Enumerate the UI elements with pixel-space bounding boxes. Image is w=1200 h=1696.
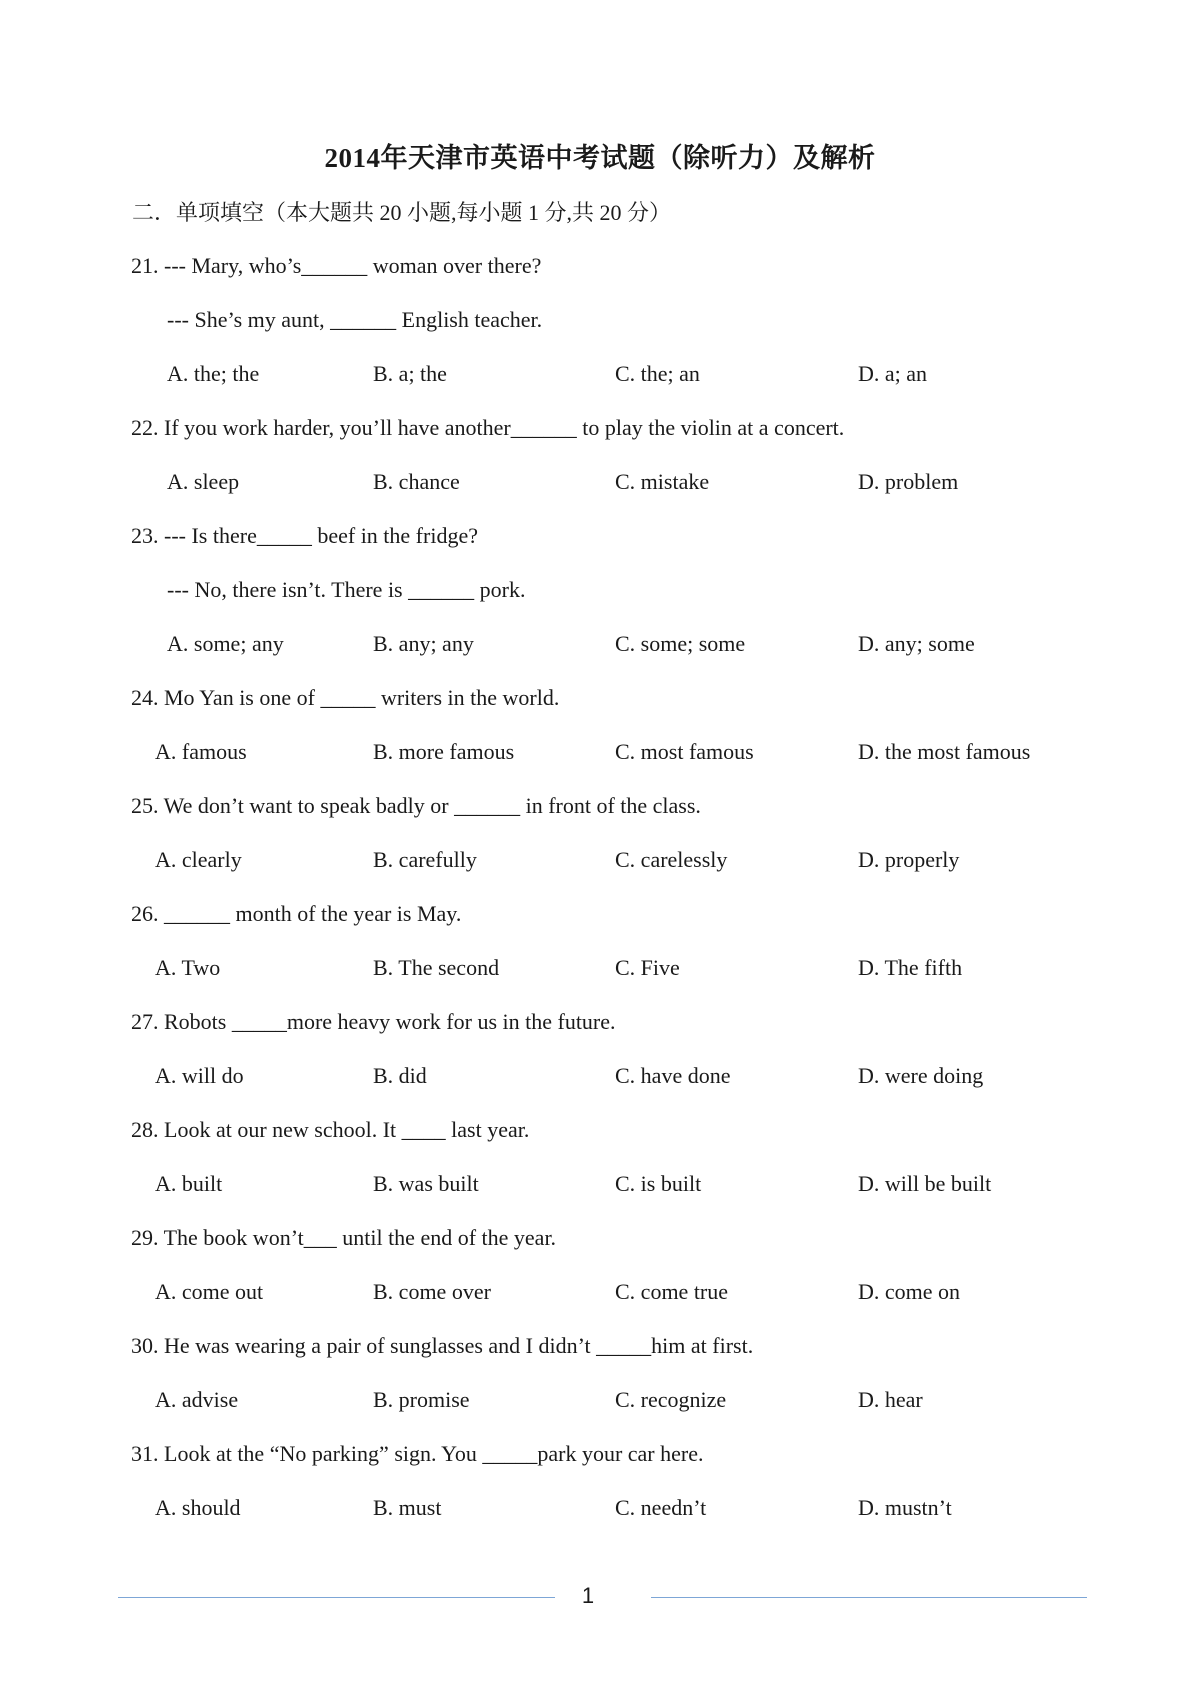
question-25-option-c: C. carelessly <box>615 847 728 872</box>
question-21-option-a: A. the; the <box>167 361 260 386</box>
question-28-option-b: B. was built <box>373 1171 479 1196</box>
question-28-option-a: A. built <box>155 1171 223 1196</box>
question-29-option-d: D. come on <box>858 1279 961 1304</box>
question-30-option-d: D. hear <box>858 1387 923 1412</box>
section-heading: 二．单项填空（本大题共 20 小题,每小题 1 分,共 20 分） <box>132 200 672 225</box>
question-26-option-d: D. The fifth <box>858 955 963 980</box>
question-21-option-b: B. a; the <box>373 361 447 386</box>
question-21-option-c: C. the; an <box>615 361 700 386</box>
question-24-option-a: A. famous <box>155 739 247 764</box>
question-24-option-b: B. more famous <box>373 739 515 764</box>
question-28-option-c: C. is built <box>615 1171 702 1196</box>
question-23-line-2: --- No, there isn’t. There is ______ pork. <box>167 577 526 602</box>
question-21-option-d: D. a; an <box>858 361 928 386</box>
question-22-option-a: A. sleep <box>167 469 240 494</box>
question-24-option-d: D. the most famous <box>858 739 1031 764</box>
question-30-option-a: A. advise <box>155 1387 239 1412</box>
question-24-line-1: 24. Mo Yan is one of _____ writers in the world. <box>131 685 560 710</box>
question-27-line-1: 27. Robots _____more heavy work for us in the future. <box>131 1009 616 1034</box>
question-22-option-c: C. mistake <box>615 469 710 494</box>
question-25-option-b: B. carefully <box>373 847 477 872</box>
document-title: 2014年天津市英语中考试题（除听力）及解析 <box>324 143 876 173</box>
footer-rule-right <box>651 1597 1087 1598</box>
question-23-option-b: B. any; any <box>373 631 474 656</box>
question-27-option-a: A. will do <box>155 1063 244 1088</box>
question-29-line-1: 29. The book won’t___ until the end of the year. <box>131 1225 557 1250</box>
question-31-option-a: A. should <box>155 1495 241 1520</box>
question-26-option-a: A. Two <box>155 955 221 980</box>
question-27-option-c: C. have done <box>615 1063 731 1088</box>
question-30-option-b: B. promise <box>373 1387 470 1412</box>
question-31-option-c: C. needn’t <box>615 1495 707 1520</box>
question-31-option-d: D. mustn’t <box>858 1495 952 1520</box>
question-27-option-d: D. were doing <box>858 1063 984 1088</box>
question-27-option-b: B. did <box>373 1063 427 1088</box>
page-number: 1 <box>581 1583 595 1608</box>
question-23-option-d: D. any; some <box>858 631 975 656</box>
question-23-option-c: C. some; some <box>615 631 746 656</box>
question-25-option-a: A. clearly <box>155 847 242 872</box>
question-29-option-b: B. come over <box>373 1279 491 1304</box>
question-23-option-a: A. some; any <box>167 631 284 656</box>
question-28-line-1: 28. Look at our new school. It ____ last year. <box>131 1117 530 1142</box>
question-26-option-c: C. Five <box>615 955 680 980</box>
question-26-line-1: 26. ______ month of the year is May. <box>131 901 462 926</box>
question-25-line-1: 25. We don’t want to speak badly or ______ in front of the class. <box>131 793 701 818</box>
question-22-option-d: D. problem <box>858 469 959 494</box>
question-29-option-c: C. come true <box>615 1279 729 1304</box>
question-22-line-1: 22. If you work harder, you’ll have another______ to play the violin at a concert. <box>131 415 845 440</box>
question-23-line-1: 23. --- Is there_____ beef in the fridge? <box>131 523 478 548</box>
footer-rule-left <box>118 1597 555 1598</box>
question-26-option-b: B. The second <box>373 955 500 980</box>
question-30-line-1: 30. He was wearing a pair of sunglasses and I didn’t _____him at first. <box>131 1333 754 1358</box>
question-29-option-a: A. come out <box>155 1279 264 1304</box>
question-30-option-c: C. recognize <box>615 1387 727 1412</box>
question-31-option-b: B. must <box>373 1495 442 1520</box>
question-21-line-2: --- She’s my aunt, ______ English teacher. <box>167 307 543 332</box>
question-21-line-1: 21. --- Mary, who’s______ woman over there? <box>131 253 542 278</box>
question-25-option-d: D. properly <box>858 847 960 872</box>
question-28-option-d: D. will be built <box>858 1171 992 1196</box>
question-22-option-b: B. chance <box>373 469 460 494</box>
question-24-option-c: C. most famous <box>615 739 754 764</box>
question-31-line-1: 31. Look at the “No parking” sign. You _____park your car here. <box>131 1441 704 1466</box>
